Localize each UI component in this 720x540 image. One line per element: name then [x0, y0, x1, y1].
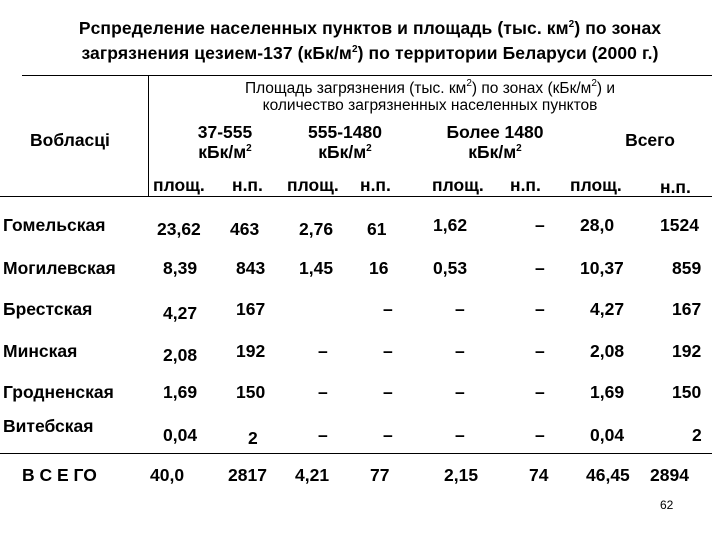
zone-header-total: Всего	[625, 130, 675, 150]
table-cell: 4,27	[163, 303, 198, 323]
total-cell: 2894	[650, 465, 689, 485]
table-cell: 192	[236, 341, 266, 361]
table-cell: 8,39	[163, 258, 198, 278]
table-cell: 1,45	[299, 258, 334, 278]
table-cell: 10,37	[580, 258, 624, 278]
table-cell: 463	[230, 219, 260, 239]
table-cell: 0,04	[590, 425, 625, 445]
table-cell: –	[383, 425, 393, 445]
table-cell: 2,08	[590, 341, 625, 361]
sub-header-count: н.п.	[660, 177, 691, 197]
table-cell: –	[455, 299, 465, 319]
table-cell: –	[455, 382, 465, 402]
region-column-header: Вобласці	[30, 130, 110, 150]
table-cell: –	[318, 382, 328, 402]
table-cell: 4,27	[590, 299, 625, 319]
table-cell: –	[318, 341, 328, 361]
table-cell: –	[535, 299, 545, 319]
table-cell: 167	[672, 299, 702, 319]
zone-header-37-555: 37-555 кБк/$м^2$	[197, 122, 253, 162]
table-cell: 859	[672, 258, 702, 278]
table-cell: 23,62	[157, 219, 201, 239]
table-cell: 61	[367, 219, 387, 239]
region-column-divider	[148, 76, 149, 196]
sub-header-area: площ.	[287, 175, 339, 195]
table-row-region: Минская	[3, 341, 78, 361]
table-cell: 2,76	[299, 219, 334, 239]
table-cell: –	[455, 341, 465, 361]
total-top-rule	[0, 453, 712, 454]
total-cell: 4,21	[295, 465, 330, 485]
sub-header-count: н.п.	[360, 175, 391, 195]
zone-header-above-1480: Более 1480 кБк/$м^2$	[446, 122, 544, 162]
table-top-rule	[22, 75, 712, 76]
header-bottom-rule	[0, 196, 712, 197]
table-cell: 192	[672, 341, 702, 361]
total-cell: 40,0	[150, 465, 185, 485]
table-cell: –	[535, 341, 545, 361]
group-header-line-1: Площадь загрязнения (тыс. $км^2$) по зонах $(кБк/м^2)$ и	[244, 78, 616, 97]
table-cell: –	[535, 258, 545, 278]
table-cell: 28,0	[580, 215, 615, 235]
table-cell: 150	[672, 382, 702, 402]
table-cell: 2,08	[163, 345, 198, 365]
total-cell: 2817	[228, 465, 267, 485]
sub-header-count: н.п.	[510, 175, 541, 195]
table-cell: 1,69	[590, 382, 625, 402]
title-line-2: загрязнения цезием-137 $(кБк/м^2)$ по территории Беларуси (2000 г.)	[81, 43, 659, 63]
sub-header-area: площ.	[432, 175, 484, 195]
table-cell: –	[535, 215, 545, 235]
total-cell: 77	[370, 465, 390, 485]
group-header-line-2: количество загрязненных населенных пунктов	[262, 97, 598, 114]
table-cell: 2	[248, 428, 258, 448]
title-line-1: Рспределение населенных пунктов и площадь (тыс. $км^2$) по зонах	[78, 18, 662, 38]
table-cell: –	[318, 425, 328, 445]
table-cell: 0,53	[433, 258, 468, 278]
table-cell: –	[535, 425, 545, 445]
total-cell: 2,15	[444, 465, 479, 485]
table-cell: –	[383, 382, 393, 402]
sub-header-area: площ.	[570, 175, 622, 195]
table-cell: 167	[236, 299, 266, 319]
table-cell: –	[535, 382, 545, 402]
table-cell: 843	[236, 258, 266, 278]
table-row-region: Витебская	[3, 416, 94, 436]
table-cell: 16	[369, 258, 389, 278]
sub-header-area: площ.	[153, 175, 205, 195]
sub-header-count: н.п.	[232, 175, 263, 195]
table-row-region: Гомельская	[3, 215, 106, 235]
table-row-region: Могилевская	[3, 258, 116, 278]
table-row-region: Гродненская	[3, 382, 114, 402]
group-header	[150, 80, 710, 114]
table-cell: 0,04	[163, 425, 198, 445]
total-row-label: В С Е ГО	[22, 465, 97, 485]
table-cell: –	[383, 341, 393, 361]
table-cell: –	[455, 425, 465, 445]
table-cell: 2	[692, 425, 702, 445]
table-row-region: Брестская	[3, 299, 93, 319]
zone-header-555-1480: 555-1480 кБк/$м^2$	[308, 122, 382, 162]
table-cell: 1,62	[433, 215, 468, 235]
page-number: 62	[660, 498, 674, 512]
total-cell: 46,45	[586, 465, 630, 485]
table-cell: 1,69	[163, 382, 198, 402]
table-cell: 150	[236, 382, 266, 402]
total-cell: 74	[529, 465, 549, 485]
table-cell: –	[383, 299, 393, 319]
table-cell: 1524	[660, 215, 699, 235]
page-title	[30, 16, 710, 66]
